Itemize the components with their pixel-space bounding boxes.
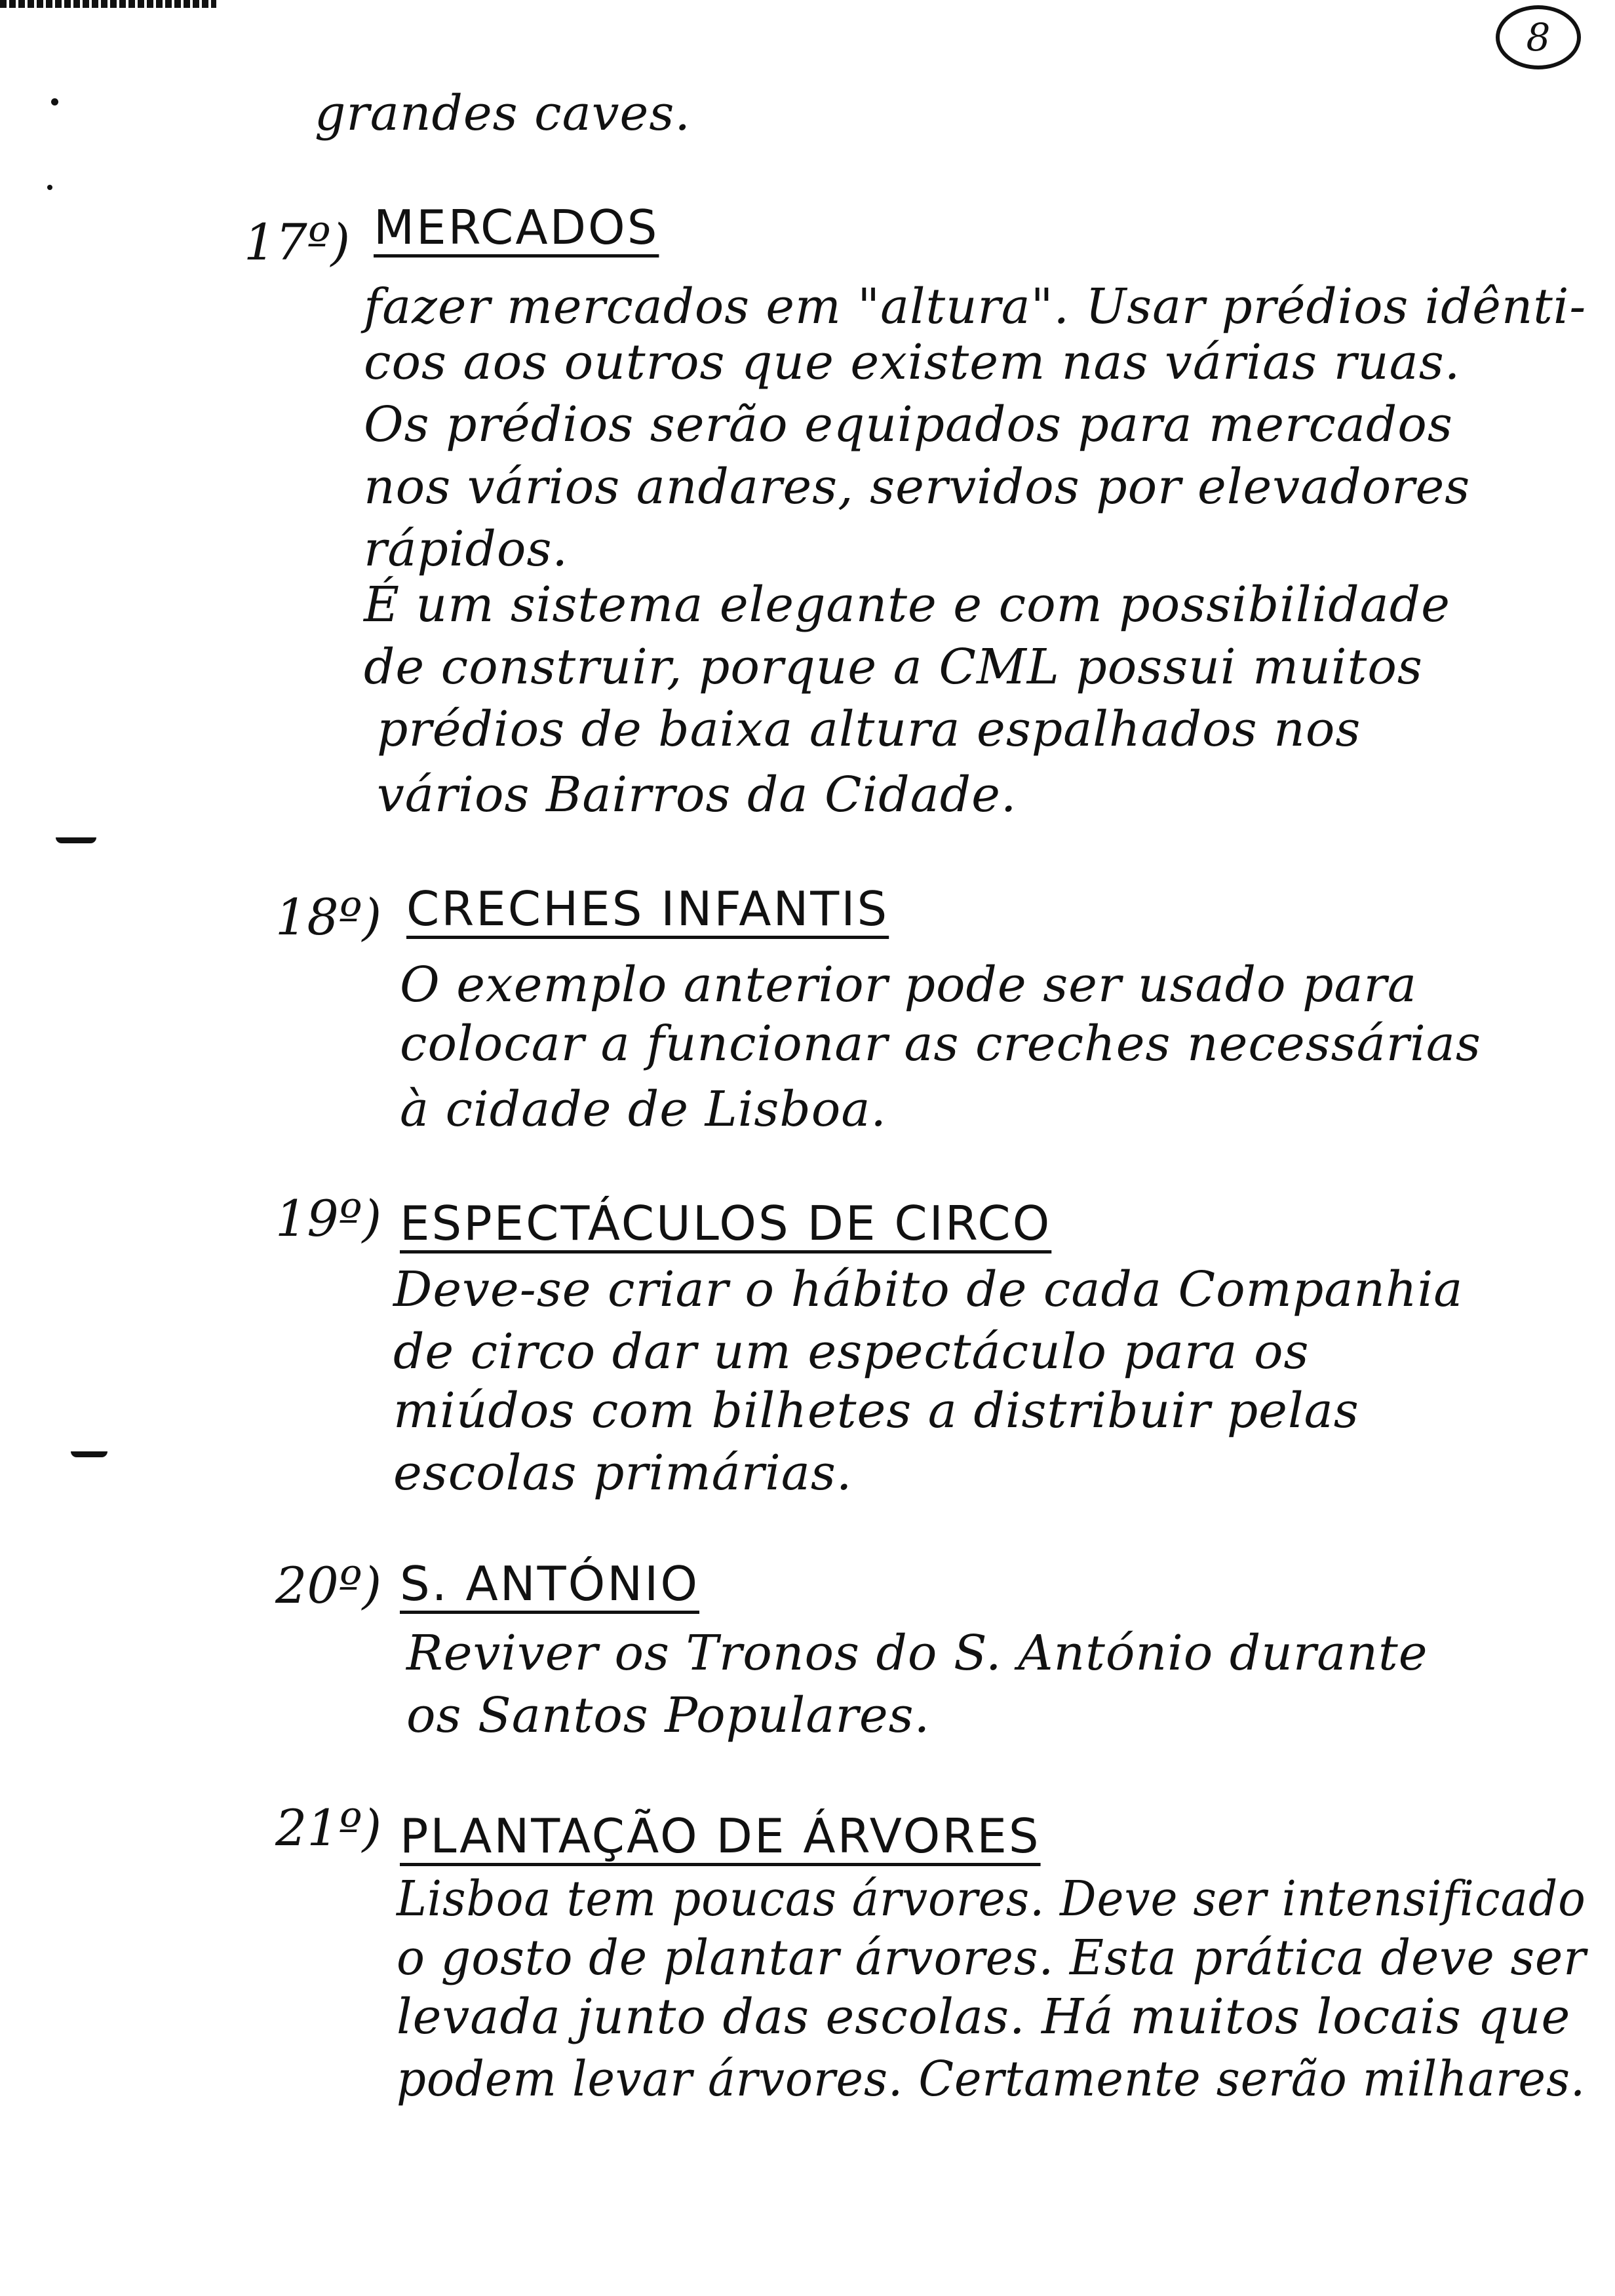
section-heading-espectaculos-de-circo: ESPECTÁCULOS DE CIRCO (400, 1196, 1052, 1251)
section-heading-mercados: MERCADOS (374, 200, 659, 255)
section-20-line: os Santos Populares. (406, 1687, 931, 1744)
scan-edge-marks (0, 0, 216, 8)
section-17-line: nos vários andares, servidos por elevadores (364, 459, 1471, 515)
section-18-line: colocar a funcionar as creches necessárias (400, 1016, 1481, 1072)
section-17-line: prédios de baixa altura espalhados nos (377, 701, 1361, 757)
page-number-circle (1496, 5, 1581, 69)
section-17-line: fazer mercados em "altura". Usar prédios idênti- (364, 278, 1587, 335)
section-17-line: Os prédios serão equipados para mercados (364, 396, 1453, 453)
section-19-line: Deve-se criar o hábito de cada Companhia (393, 1261, 1464, 1318)
section-17-line: cos aos outros que existem nas várias ruas. (364, 334, 1461, 391)
section-19-line: miúdos com bilhetes a distribuir pelas (393, 1383, 1359, 1439)
section-17-line: de construir, porque a CML possui muitos (364, 639, 1423, 695)
section-17-line: É um sistema elegante e com possibilidade (364, 577, 1450, 633)
margin-dot (51, 98, 58, 105)
section-17-line: rápidos. (364, 521, 568, 577)
section-21-line: Lisboa tem poucas árvores. Deve ser intensificado (397, 1871, 1586, 1927)
section-number-21: 21º) (275, 1799, 382, 1857)
section-19-line: de circo dar um espectáculo para os (393, 1324, 1310, 1380)
section-heading-creches-infantis: CRECHES INFANTIS (406, 881, 889, 936)
page-number: 8 (1526, 15, 1551, 60)
margin-tick (56, 837, 96, 843)
section-heading-s-antonio: S. ANTÓNIO (400, 1556, 700, 1611)
section-21-line: podem levar árvores. Certamente serão milhares. (397, 2051, 1586, 2107)
section-number-17: 17º) (244, 213, 351, 271)
section-18-line: O exemplo anterior pode ser usado para (400, 957, 1418, 1013)
section-19-line: escolas primárias. (393, 1445, 853, 1501)
section-18-line: à cidade de Lisboa. (400, 1081, 887, 1138)
section-number-18: 18º) (275, 888, 382, 946)
section-20-line: Reviver os Tronos do S. António durante (406, 1625, 1428, 1681)
section-21-line: levada junto das escolas. Há muitos locais que (397, 1989, 1571, 2045)
margin-dot (47, 185, 52, 190)
section-number-20: 20º) (275, 1556, 382, 1615)
margin-tick (71, 1451, 107, 1457)
section-17-line: vários Bairros da Cidade. (377, 767, 1017, 823)
section-heading-plantacao-de-arvores: PLANTAÇÃO DE ÁRVORES (400, 1808, 1041, 1864)
section-21-line: o gosto de plantar árvores. Esta prática deve ser (397, 1930, 1587, 1986)
section-number-19: 19º) (275, 1189, 382, 1248)
opening-line: grandes caves. (315, 85, 691, 142)
